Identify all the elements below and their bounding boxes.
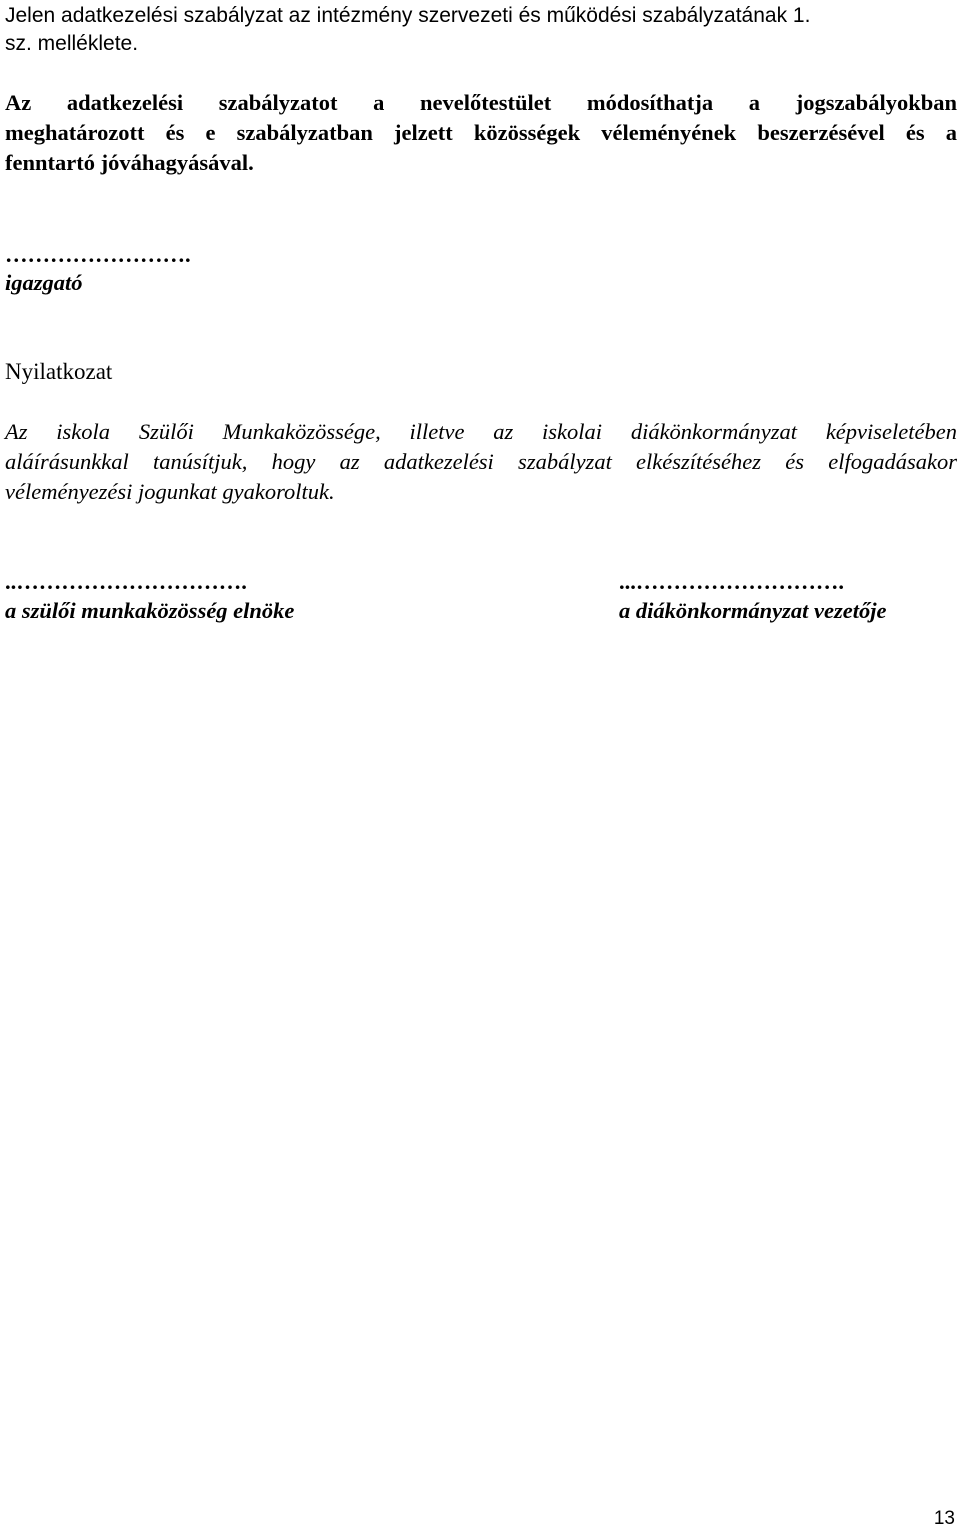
director-signature-dots: ……………………. (5, 242, 191, 267)
amendment-line-2: meghatározott és e szabályzatban jelzett közösségek véleményének beszerzésével és a (5, 120, 957, 145)
header-line-2: sz. melléklete. (5, 32, 139, 55)
declaration-line-1: Az iskola Szülői Munkaközössége, illetve az iskolai diákönkormányzat képviseletében (5, 419, 957, 444)
amendment-line-3: fenntartó jóváhagyásával. (5, 150, 254, 175)
page-number: 13 (933, 1508, 955, 1529)
student-signature-dots: ...………………………. (619, 569, 844, 594)
header-line-1: Jelen adatkezelési szabályzat az intézmény szervezeti és működési szabályzatának 1. (5, 4, 811, 27)
declaration-line-2: aláírásunkkal tanúsítjuk, hogy az adatkezelési szabályzat elkészítéséhez és elfogadásakor (5, 449, 957, 474)
director-title: igazgató (5, 270, 83, 295)
parent-signature-title: a szülői munkaközösség elnöke (5, 598, 295, 623)
student-signature-title: a diákönkormányzat vezetője (619, 598, 887, 623)
declaration-heading: Nyilatkozat (5, 359, 113, 384)
amendment-line-1: Az adatkezelési szabályzatot a nevelőtestület módosíthatja a jogszabályokban (5, 90, 957, 115)
declaration-line-3: véleményezési jogunkat gyakoroltuk. (5, 479, 335, 504)
parent-signature-dots: ..…………………………. (5, 569, 247, 594)
